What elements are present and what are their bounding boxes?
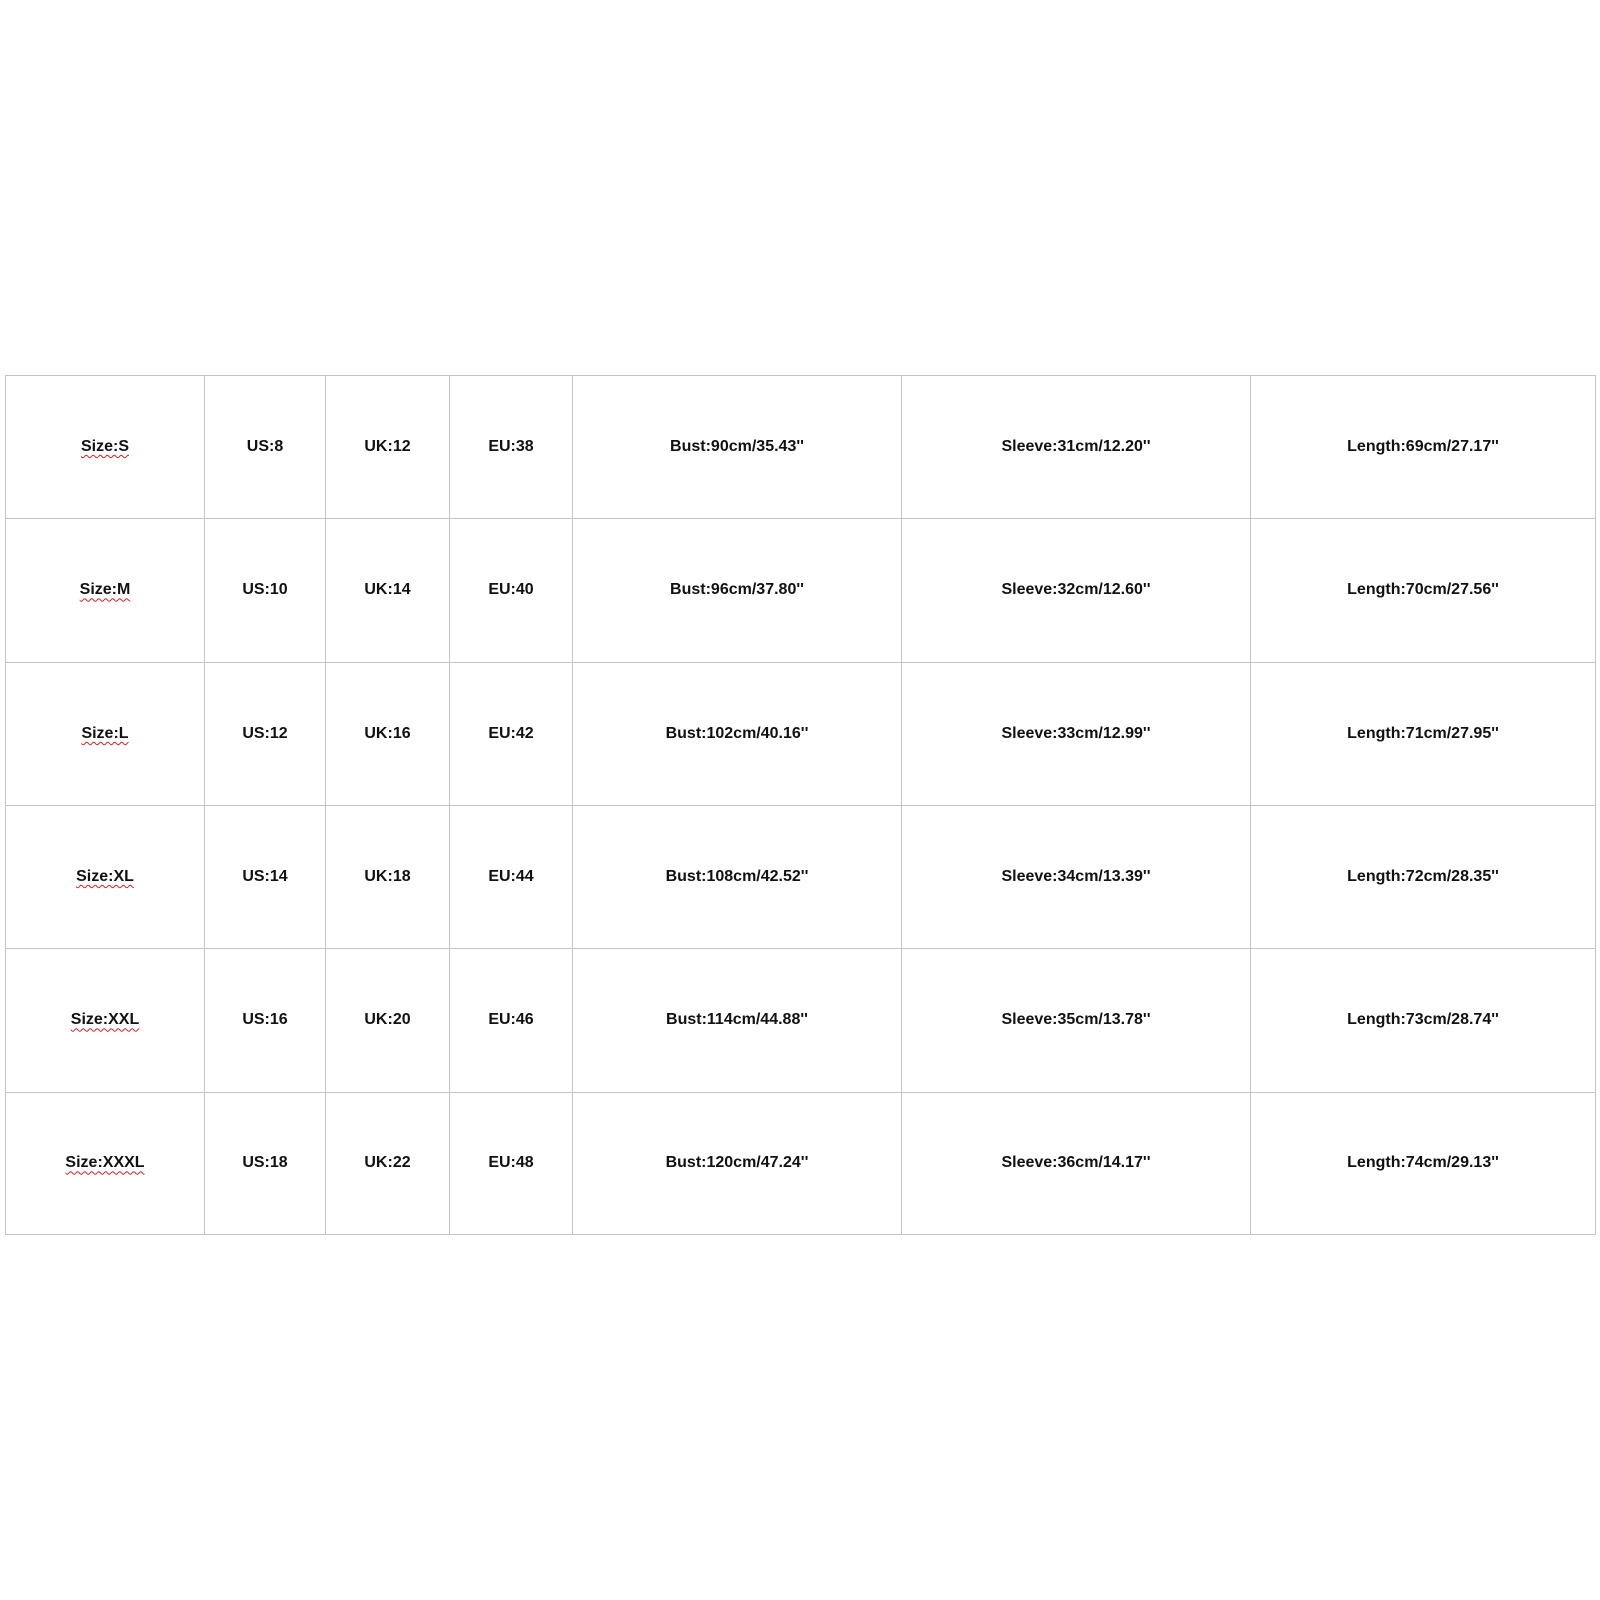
bust-cell: Bust:96cm/37.80'' [573, 519, 902, 662]
bust-cell: Bust:114cm/44.88'' [573, 949, 902, 1092]
sleeve-cell: Sleeve:36cm/14.17'' [902, 1092, 1251, 1234]
size-cell [6, 949, 205, 1092]
bust-cell: Bust:120cm/47.24'' [573, 1092, 902, 1234]
size-label: Size:L [81, 724, 129, 742]
size-cell [6, 662, 205, 805]
bust-cell: Bust:102cm/40.16'' [573, 662, 902, 805]
us-size-cell: US:16 [205, 949, 326, 1092]
size-label: Size:M [79, 581, 131, 599]
sleeve-cell: Sleeve:32cm/12.60'' [902, 519, 1251, 662]
table-row [6, 805, 1596, 948]
size-label: Size:XL [76, 868, 134, 886]
uk-size-cell: UK:22 [326, 1092, 450, 1234]
table-row [6, 949, 1596, 1092]
uk-size-cell: UK:20 [326, 949, 450, 1092]
length-cell: Length:70cm/27.56'' [1251, 519, 1596, 662]
us-size-cell: US:10 [205, 519, 326, 662]
sleeve-cell: Sleeve:31cm/12.20'' [902, 376, 1251, 519]
sleeve-cell: Sleeve:35cm/13.78'' [902, 949, 1251, 1092]
length-cell: Length:74cm/29.13'' [1251, 1092, 1596, 1234]
us-size-cell: US:18 [205, 1092, 326, 1234]
uk-size-cell: UK:16 [326, 662, 450, 805]
table-row [6, 519, 1596, 662]
length-cell: Length:69cm/27.17'' [1251, 376, 1596, 519]
size-chart-body [6, 376, 1596, 1235]
us-size-cell: US:14 [205, 805, 326, 948]
bust-cell: Bust:108cm/42.52'' [573, 805, 902, 948]
table-row [6, 662, 1596, 805]
eu-size-cell: EU:46 [450, 949, 573, 1092]
size-label: Size:S [80, 438, 129, 456]
size-cell [6, 805, 205, 948]
size-label: Size:XXL [70, 1011, 140, 1029]
bust-cell: Bust:90cm/35.43'' [573, 376, 902, 519]
sleeve-cell: Sleeve:34cm/13.39'' [902, 805, 1251, 948]
size-cell [6, 519, 205, 662]
us-size-cell: US:8 [205, 376, 326, 519]
eu-size-cell: EU:44 [450, 805, 573, 948]
uk-size-cell: UK:18 [326, 805, 450, 948]
size-cell [6, 376, 205, 519]
eu-size-cell: EU:38 [450, 376, 573, 519]
length-cell: Length:72cm/28.35'' [1251, 805, 1596, 948]
table-row [6, 376, 1596, 519]
length-cell: Length:73cm/28.74'' [1251, 949, 1596, 1092]
uk-size-cell: UK:12 [326, 376, 450, 519]
eu-size-cell: EU:42 [450, 662, 573, 805]
uk-size-cell: UK:14 [326, 519, 450, 662]
sleeve-cell: Sleeve:33cm/12.99'' [902, 662, 1251, 805]
size-chart-table [5, 375, 1596, 1235]
table-row [6, 1092, 1596, 1234]
eu-size-cell: EU:48 [450, 1092, 573, 1234]
length-cell: Length:71cm/27.95'' [1251, 662, 1596, 805]
size-label: Size:XXXL [65, 1154, 145, 1172]
size-cell [6, 1092, 205, 1234]
us-size-cell: US:12 [205, 662, 326, 805]
eu-size-cell: EU:40 [450, 519, 573, 662]
